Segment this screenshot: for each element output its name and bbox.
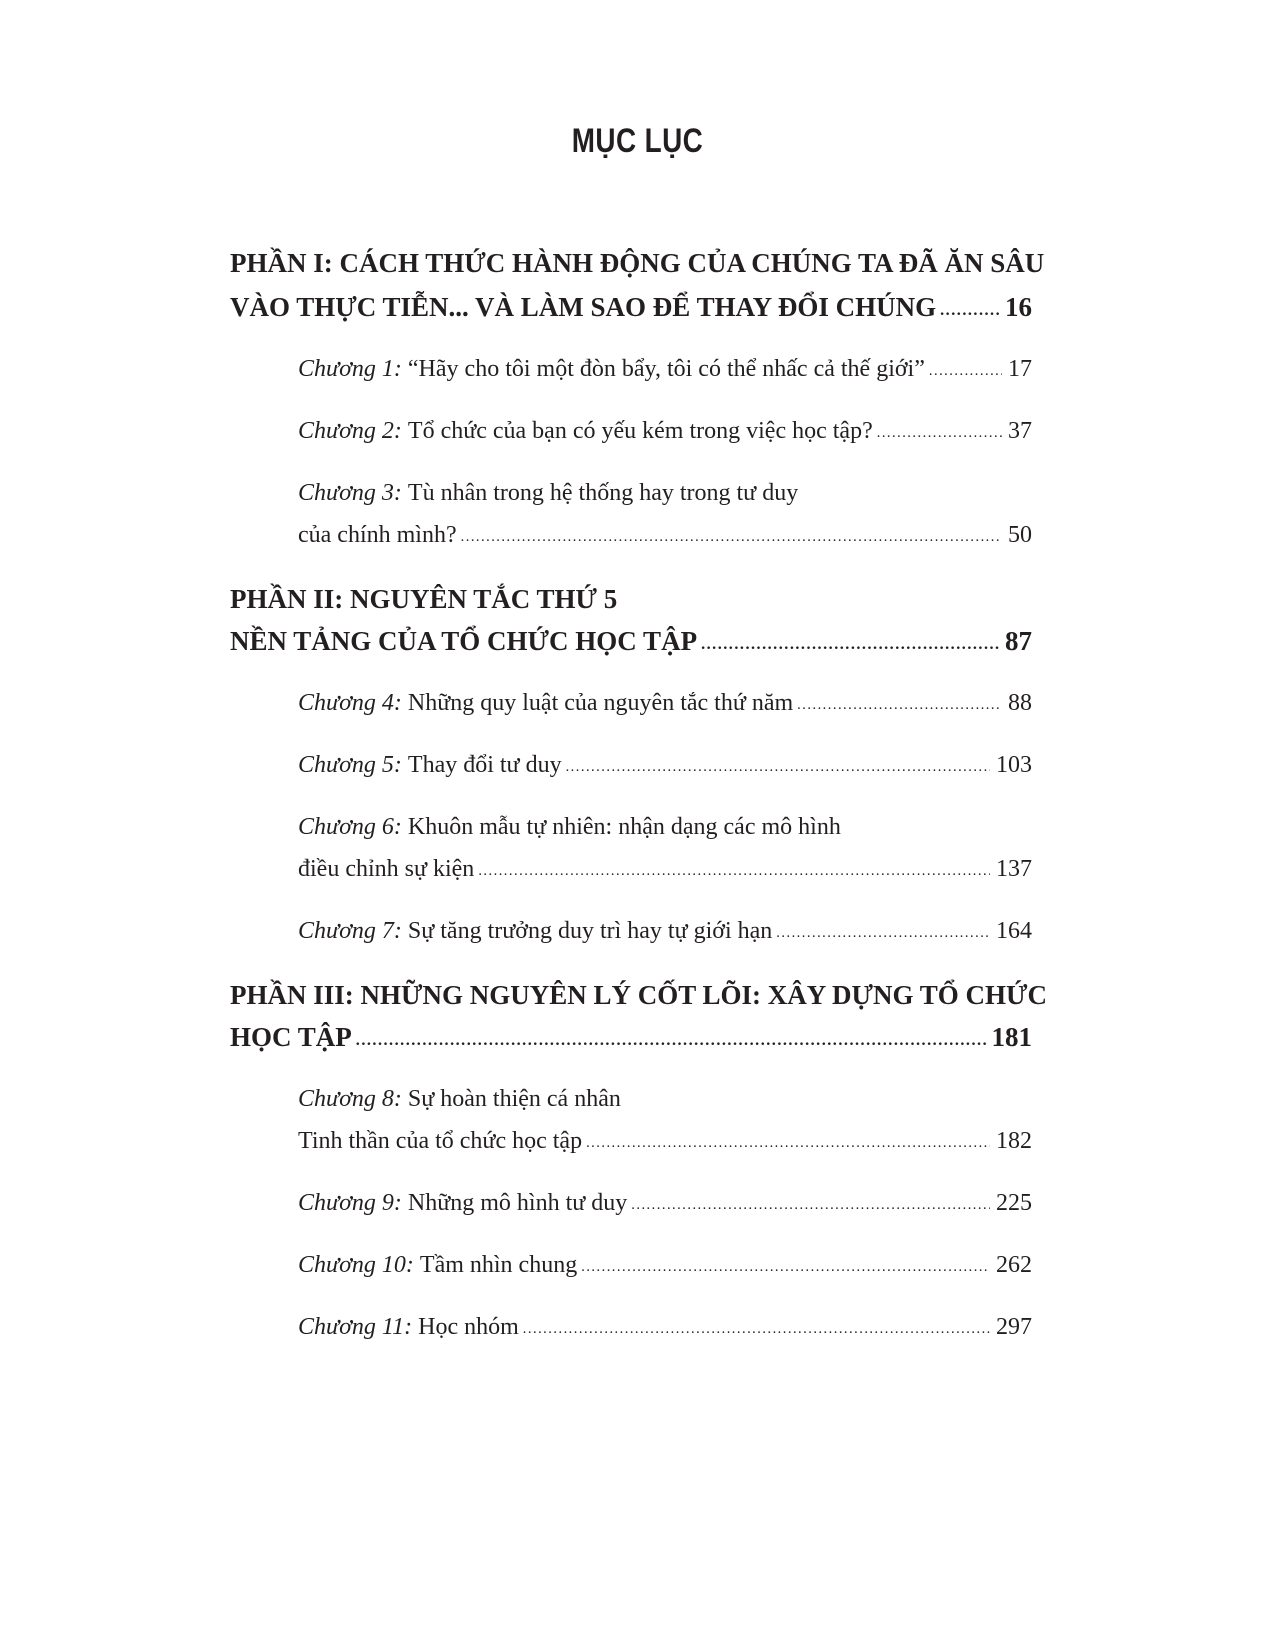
chapter-label: Chương 10: [298,1252,414,1278]
chapter-label: Chương 3: [298,480,402,506]
chapter-title: Học nhóm [418,1314,519,1340]
dot-leader [461,529,1002,546]
chapter-title: Tổ chức của bạn có yếu kém trong việc học tập? [407,418,873,444]
dot-leader [581,1259,990,1276]
page-number: 182 [996,1128,1032,1154]
page-number: 50 [1008,522,1032,548]
dot-leader [877,425,1002,442]
page-number: 17 [1008,356,1032,382]
page-number: 225 [996,1190,1032,1216]
part-title-line-1: PHẦN II: NGUYÊN TẮC THỨ 5 [230,584,618,614]
chapter-title: Những quy luật của nguyên tắc thứ năm [407,690,794,716]
chapter-title: Sự hoàn thiện cá nhân [407,1086,621,1112]
page-number: 262 [996,1252,1032,1278]
chapter-title-line-2: của chính mình? [298,522,457,548]
dot-leader [566,759,990,776]
part-title-line-1: PHẦN I: CÁCH THỨC HÀNH ĐỘNG CỦA CHÚNG TA ĐÃ ĂN SÂU [230,248,1045,278]
chapter-label: Chương 1: [298,356,402,382]
dot-leader [523,1321,990,1338]
chapter-label: Chương 8: [298,1086,402,1112]
chapter-label: Chương 6: [298,814,402,840]
chapter-label: Chương 9: [298,1190,402,1216]
dot-leader [356,1031,986,1050]
chapter-title: Khuôn mẫu tự nhiên: nhận dạng các mô hình [407,814,841,840]
chapter-title: Tầm nhìn chung [419,1252,578,1278]
page-number: 137 [996,856,1032,882]
dot-leader [701,635,999,654]
part-title-line-2: NỀN TẢNG CỦA TỔ CHỨC HỌC TẬP [230,626,698,656]
dot-leader [929,363,1002,380]
dot-leader [586,1135,990,1152]
page-number: 16 [1005,292,1032,322]
page-number: 88 [1008,690,1032,716]
chapter-label: Chương 2: [298,418,402,444]
chapter-label: Chương 11: [298,1314,413,1340]
chapter-title: Những mô hình tư duy [407,1190,628,1216]
part-title-line-2: VÀO THỰC TIỄN... VÀ LÀM SAO ĐỂ THAY ĐỔI CHÚNG [230,292,937,322]
page-number: 297 [996,1314,1032,1340]
chapter-title-line-2: điều chỉnh sự kiện [298,856,475,882]
page-title: MỤC LỤC [571,122,704,160]
chapter-label: Chương 7: [298,918,402,944]
page-number: 103 [996,752,1032,778]
part-title-line-2: HỌC TẬP [230,1022,352,1052]
chapter-label: Chương 5: [298,752,402,778]
chapter-title: Tù nhân trong hệ thống hay trong tư duy [407,480,799,506]
chapter-title-line-2: Tinh thần của tổ chức học tập [298,1128,583,1154]
page-number: 87 [1005,626,1032,656]
chapter-title: “Hãy cho tôi một đòn bẩy, tôi có thể nhấc cả thế giới” [407,356,925,382]
part-title-line-1: PHẦN III: NHỮNG NGUYÊN LÝ CỐT LÕI: XÂY DỰNG TỔ CHỨC [230,980,1048,1010]
page-number: 37 [1008,418,1032,444]
chapter-title: Thay đổi tư duy [407,752,562,778]
page-number: 164 [996,918,1032,944]
chapter-title: Sự tăng trưởng duy trì hay tự giới hạn [407,918,773,944]
chapter-label: Chương 4: [298,690,402,716]
dot-leader [631,1197,990,1214]
dot-leader [776,925,990,942]
dot-leader [940,301,999,320]
dot-leader [478,863,990,880]
page-number: 181 [991,1022,1032,1052]
dot-leader [797,697,1002,714]
